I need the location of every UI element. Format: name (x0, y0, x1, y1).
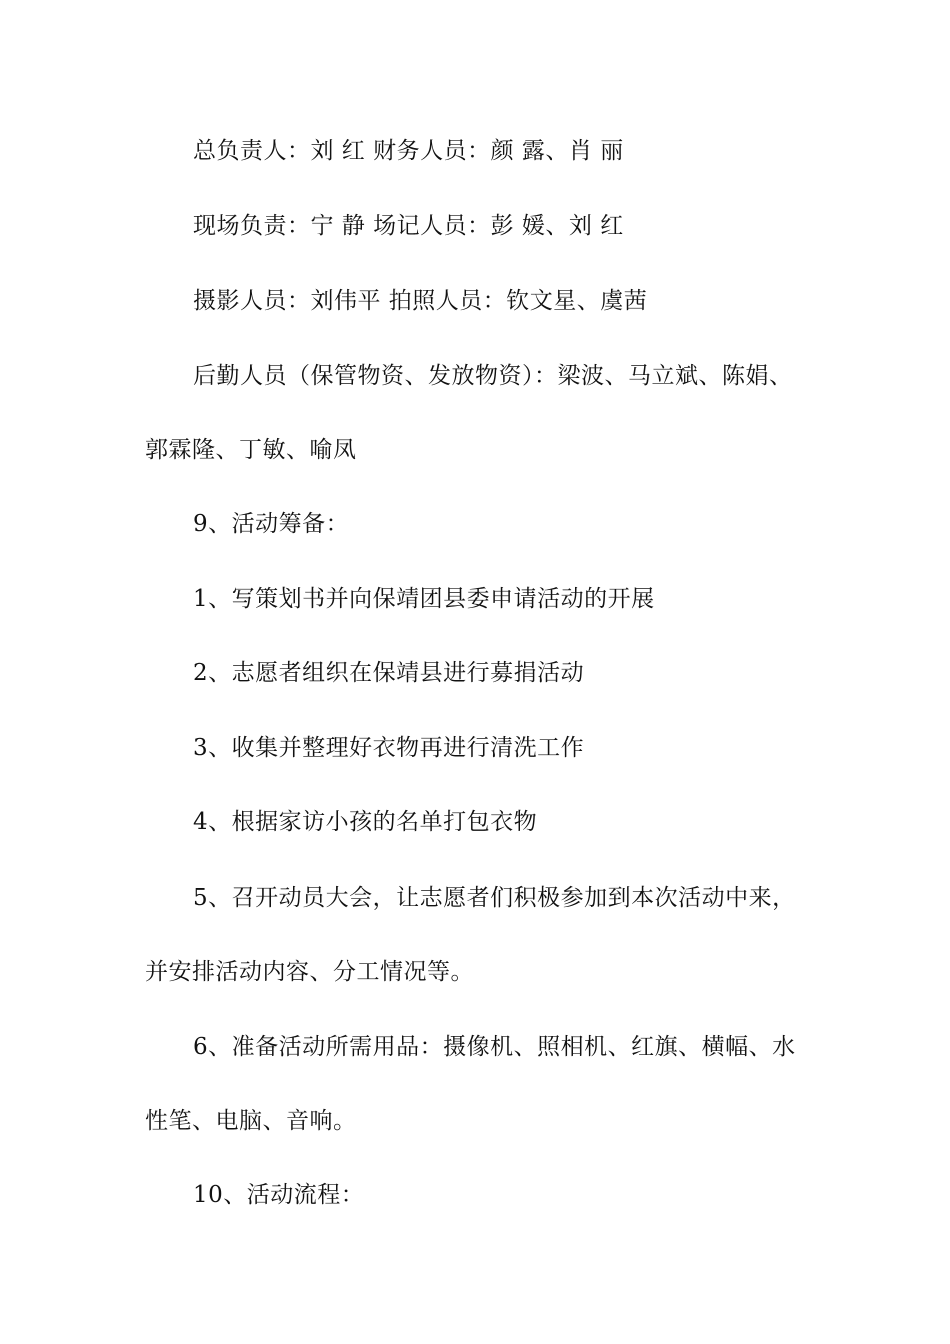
prep-item-5-cont: 并安排活动内容、分工情况等。 (145, 959, 474, 985)
prep-item-1: 1、写策划书并向保靖团县委申请活动的开展 (193, 586, 655, 612)
staff-line-4-cont: 郭霖隆、丁敏、喻凤 (145, 437, 357, 463)
prep-item-3: 3、收集并整理好衣物再进行清洗工作 (193, 735, 585, 761)
staff-line-2: 现场负责：宁 静 场记人员：彭 媛、刘 红 (193, 213, 624, 239)
section-heading-flow: 10、活动流程： (193, 1182, 365, 1208)
prep-item-6: 6、准备活动所需用品：摄像机、照相机、红旗、横幅、水 (193, 1034, 796, 1060)
prep-item-6-cont: 性笔、电脑、音响。 (145, 1108, 357, 1134)
prep-item-2: 2、志愿者组织在保靖县进行募捐活动 (193, 660, 585, 686)
staff-line-4: 后勤人员（保管物资、发放物资）：梁波、马立斌、陈娟、 (193, 363, 793, 389)
prep-item-5: 5、召开动员大会，让志愿者们积极参加到本次活动中来， (193, 885, 796, 911)
prep-item-4: 4、根据家访小孩的名单打包衣物 (193, 809, 538, 835)
section-heading-prep: 9、活动筹备： (193, 511, 350, 537)
staff-line-3: 摄影人员：刘伟平 拍照人员：钦文星、虞茜 (193, 288, 648, 314)
staff-line-1: 总负责人：刘 红 财务人员：颜 露、肖 丽 (193, 138, 624, 164)
